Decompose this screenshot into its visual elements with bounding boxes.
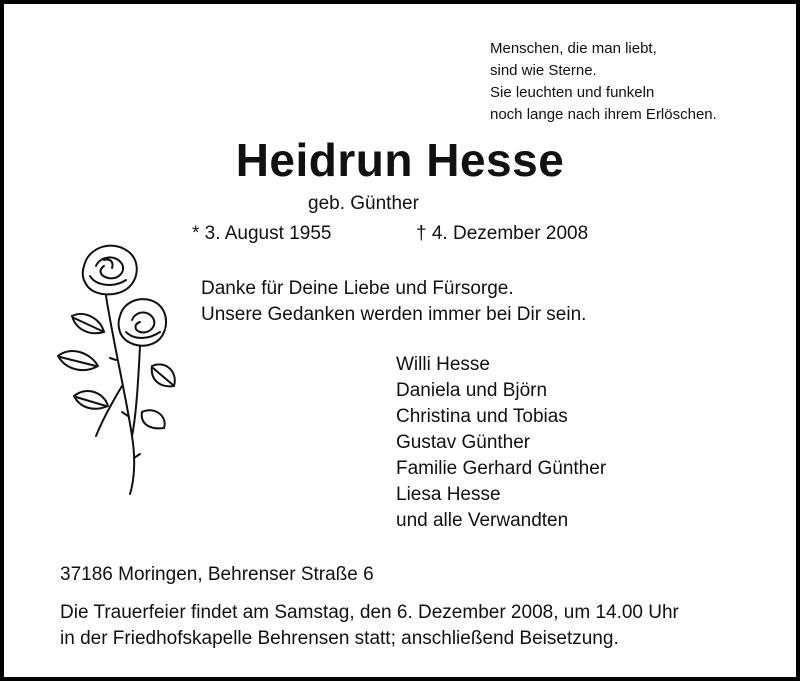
mourner-name: und alle Verwandten	[396, 510, 569, 531]
service-info	[60, 600, 679, 652]
mourners-list	[396, 352, 606, 534]
quote-line: Menschen, die man liebt,	[490, 40, 657, 57]
quote-line: Sie leuchten und funkeln	[490, 84, 655, 101]
death-date: † 4. Dezember 2008	[416, 223, 589, 244]
thanks-block	[201, 276, 586, 328]
mourner-name: Gustav Günther	[396, 432, 531, 453]
quote-block	[490, 38, 717, 126]
rose-illustration-icon	[44, 236, 184, 496]
service-line: Die Trauerfeier findet am Samstag, den 6. Dezember 2008, um 14.00 Uhr	[60, 602, 679, 623]
mourner-name: Willi Hesse	[396, 354, 490, 375]
mourner-name: Liesa Hesse	[396, 484, 501, 505]
address: 37186 Moringen, Behrenser Straße 6	[60, 564, 374, 585]
mourner-name: Christina und Tobias	[396, 406, 568, 427]
quote-line: sind wie Sterne.	[490, 62, 597, 79]
quote-line: noch lange nach ihrem Erlöschen.	[490, 106, 717, 123]
service-line: in der Friedhofskapelle Behrensen statt; anschließend Beisetzung.	[60, 628, 619, 649]
mourner-name: Familie Gerhard Günther	[396, 458, 607, 479]
thanks-line: Unsere Gedanken werden immer bei Dir sein.	[201, 304, 587, 325]
birth-date: * 3. August 1955	[192, 223, 332, 244]
deceased-name: Heidrun Hesse	[235, 134, 565, 186]
maiden-name: geb. Günther	[308, 193, 419, 214]
thanks-line: Danke für Deine Liebe und Fürsorge.	[201, 278, 514, 299]
mourner-name: Daniela und Björn	[396, 380, 548, 401]
